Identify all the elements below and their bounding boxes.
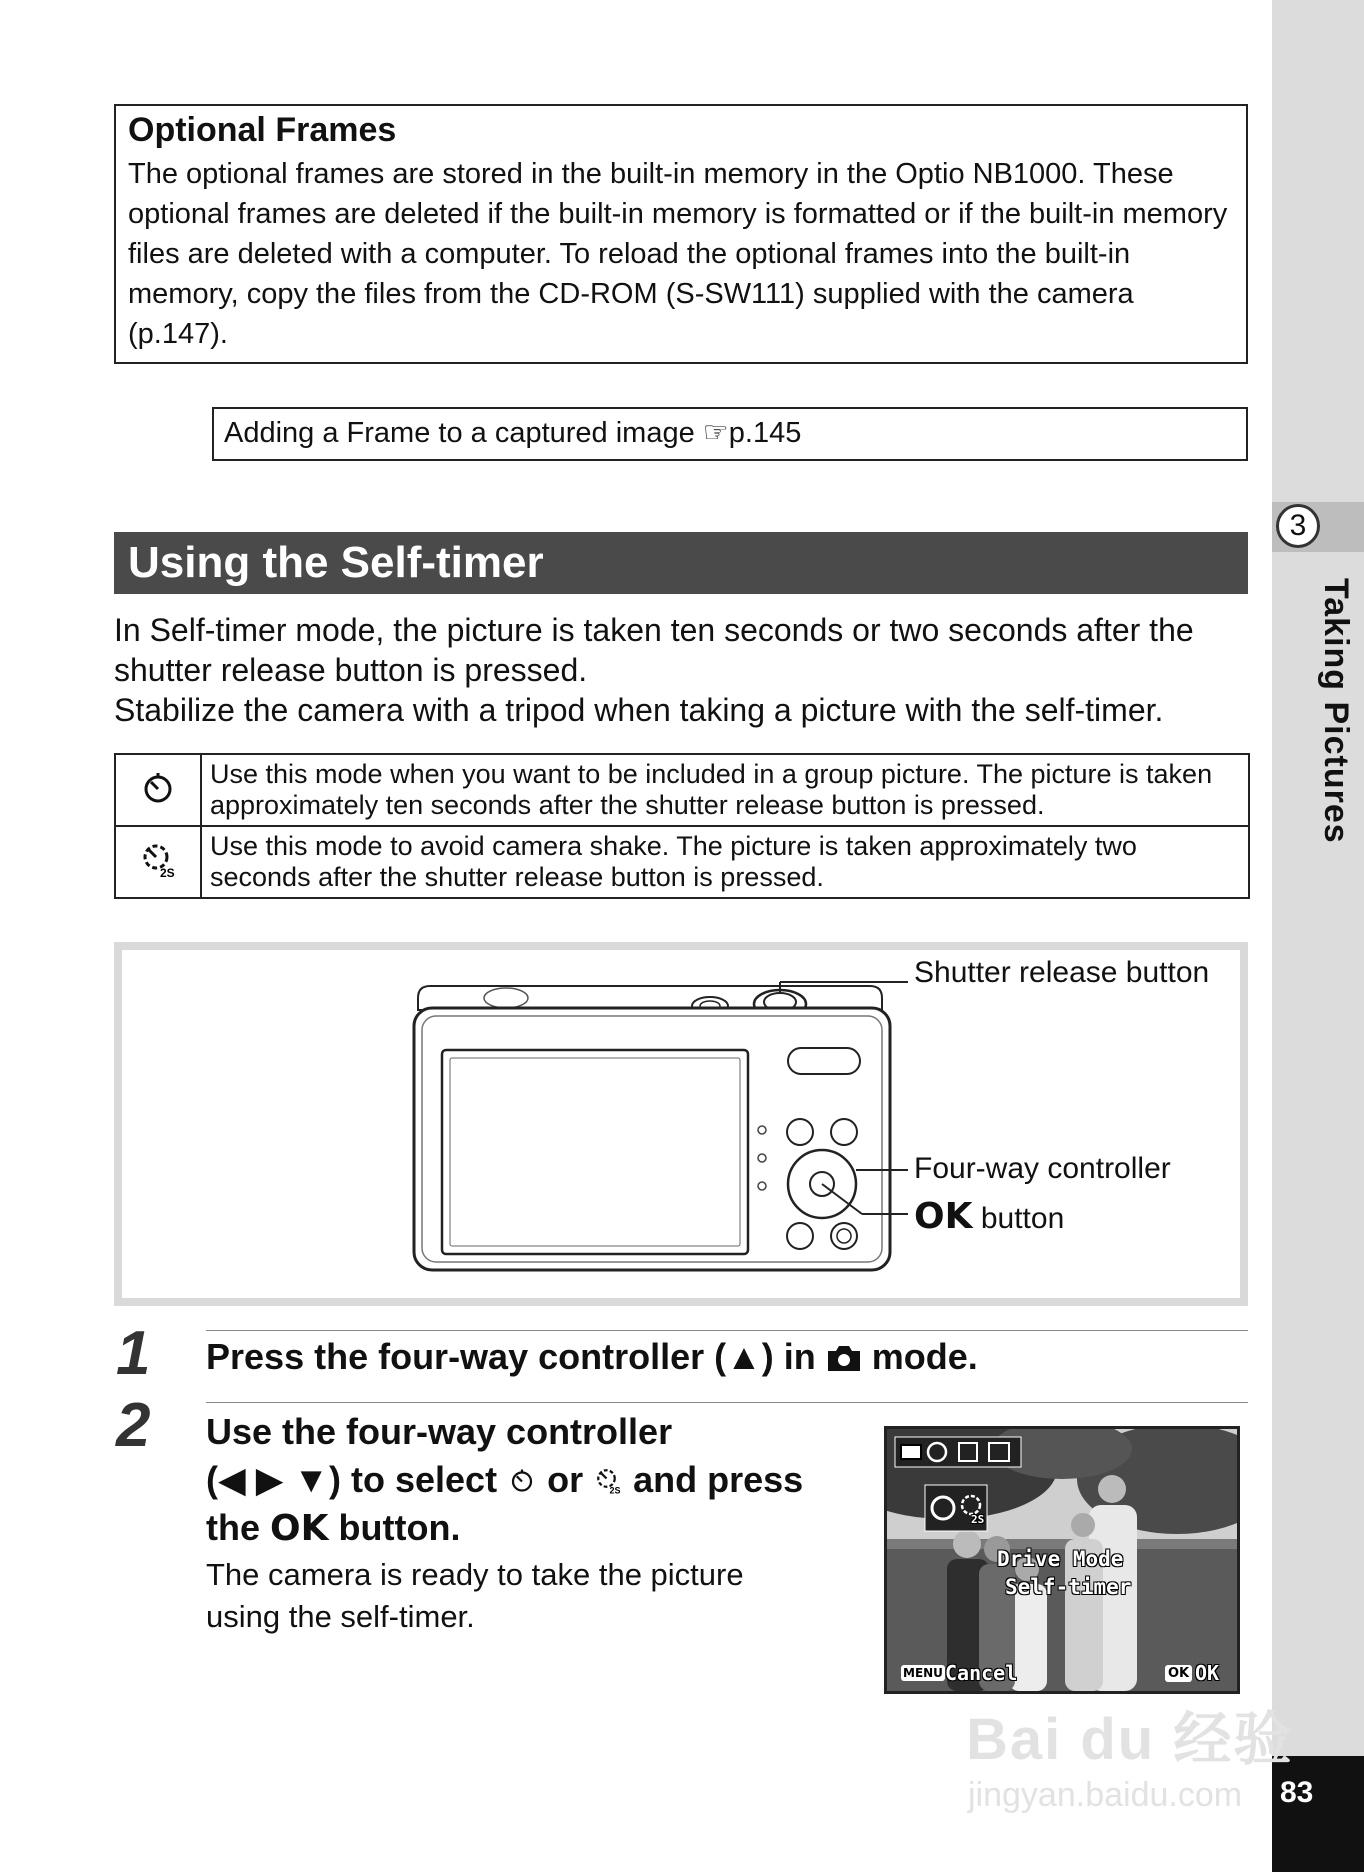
ok-button-label — [914, 1196, 1064, 1237]
section-heading: Using the Self-timer — [114, 532, 1248, 594]
step-2-description — [206, 1554, 846, 1638]
step-text: Use the four-way controller — [206, 1411, 673, 1452]
note-body: The optional frames are stored in the built-in memory in the Optio NB1000. These optional frames are deleted if the built-in memory is formatted or if the built-in memory files are deleted with a computer. To reload the optional frames into the built-in memory, copy the files from the CD-ROM (S-SW111) supplied with the camera (p.147). — [128, 158, 1228, 350]
menu-title: Drive Mode — [997, 1547, 1124, 1571]
sub-timer-label: 2S — [971, 1513, 985, 1526]
camera-back-illustration — [400, 980, 920, 1282]
step-text: button. — [328, 1507, 461, 1548]
self-timer-10s-icon — [115, 754, 201, 826]
description-line: using the self-timer. — [206, 1599, 475, 1634]
step-text: ( — [206, 1459, 218, 1500]
step-text: or — [537, 1459, 594, 1500]
chapter-number: 3 — [1276, 504, 1320, 548]
section-intro — [114, 610, 1264, 730]
ok-button-text: button — [980, 1202, 1065, 1235]
four-way-controller-label: Four-way controller — [914, 1152, 1171, 1185]
self-timer-2s-icon — [115, 826, 201, 898]
page-number: 83 — [1280, 1776, 1314, 1809]
menu-value: Self-timer — [1005, 1575, 1132, 1599]
pointer-icon: ☞ — [702, 417, 729, 449]
ok-glyph: OK — [270, 1508, 329, 1549]
self-timer-2s-icon — [593, 1464, 623, 1496]
mode-description: Use this mode when you want to be included in a group picture. The picture is taken approximately ten seconds after the shutter release button is pressed. — [201, 754, 1249, 826]
menu-key-badge: MENU — [903, 1666, 943, 1680]
step-2-instruction — [206, 1408, 866, 1553]
step-text-line — [206, 1456, 866, 1504]
camera-mode-icon — [826, 1343, 862, 1373]
step-number: 1 — [116, 1319, 151, 1388]
svg-text:2S: 2S — [160, 865, 175, 879]
reference-link[interactable]: p.145 — [728, 417, 802, 449]
ok-glyph: OK — [914, 1196, 973, 1237]
up-arrow-icon: ▲ — [726, 1336, 762, 1377]
chapter-tab — [1272, 0, 1364, 1872]
chapter-title: Taking Pictures — [1317, 578, 1355, 844]
shutter-release-label: Shutter release button — [914, 956, 1210, 989]
ok-key-badge: OK — [1165, 1665, 1192, 1682]
reference-box — [212, 407, 1248, 461]
watermark-url: jingyan.baidu.com — [968, 1776, 1243, 1814]
step-text: ) in — [761, 1336, 826, 1377]
left-right-down-arrows-icon: ◀ ▶ ▼ — [218, 1459, 330, 1500]
table-row — [115, 826, 1249, 898]
cancel-label[interactable]: Cancel — [945, 1661, 1018, 1685]
step-text: Press the four-way controller ( — [206, 1336, 727, 1377]
ok-label[interactable]: OK — [1195, 1661, 1220, 1685]
step-divider — [206, 1330, 1248, 1331]
step-text: the — [206, 1507, 271, 1548]
step-text: and press — [623, 1459, 804, 1500]
reference-text: Adding a Frame to a captured image — [224, 417, 703, 449]
mode-table — [114, 753, 1250, 899]
step-text: ) to select — [329, 1459, 508, 1500]
self-timer-10s-icon — [507, 1464, 537, 1496]
step-divider — [206, 1402, 1248, 1403]
intro-paragraph: Stabilize the camera with a tripod when taking a picture with the self-timer. — [114, 692, 1164, 728]
svg-text:2S: 2S — [609, 1485, 621, 1496]
camera-screen-mockup — [884, 1426, 1240, 1694]
step-text: mode. — [861, 1336, 978, 1377]
step-1-instruction — [206, 1336, 978, 1378]
description-line: The camera is ready to take the picture — [206, 1557, 744, 1592]
table-row — [115, 754, 1249, 826]
watermark-brand: Bai du 经验 — [966, 1707, 1294, 1772]
step-number: 2 — [116, 1391, 151, 1460]
note-title: Optional Frames — [128, 111, 397, 149]
optional-frames-note — [114, 104, 1248, 364]
intro-paragraph: In Self-timer mode, the picture is taken ten seconds or two seconds after the shutter release button is pressed. — [114, 612, 1194, 688]
step-text-line — [206, 1504, 866, 1553]
mode-description: Use this mode to avoid camera shake. The picture is taken approximately two seconds after the shutter release button is pressed. — [201, 826, 1249, 898]
